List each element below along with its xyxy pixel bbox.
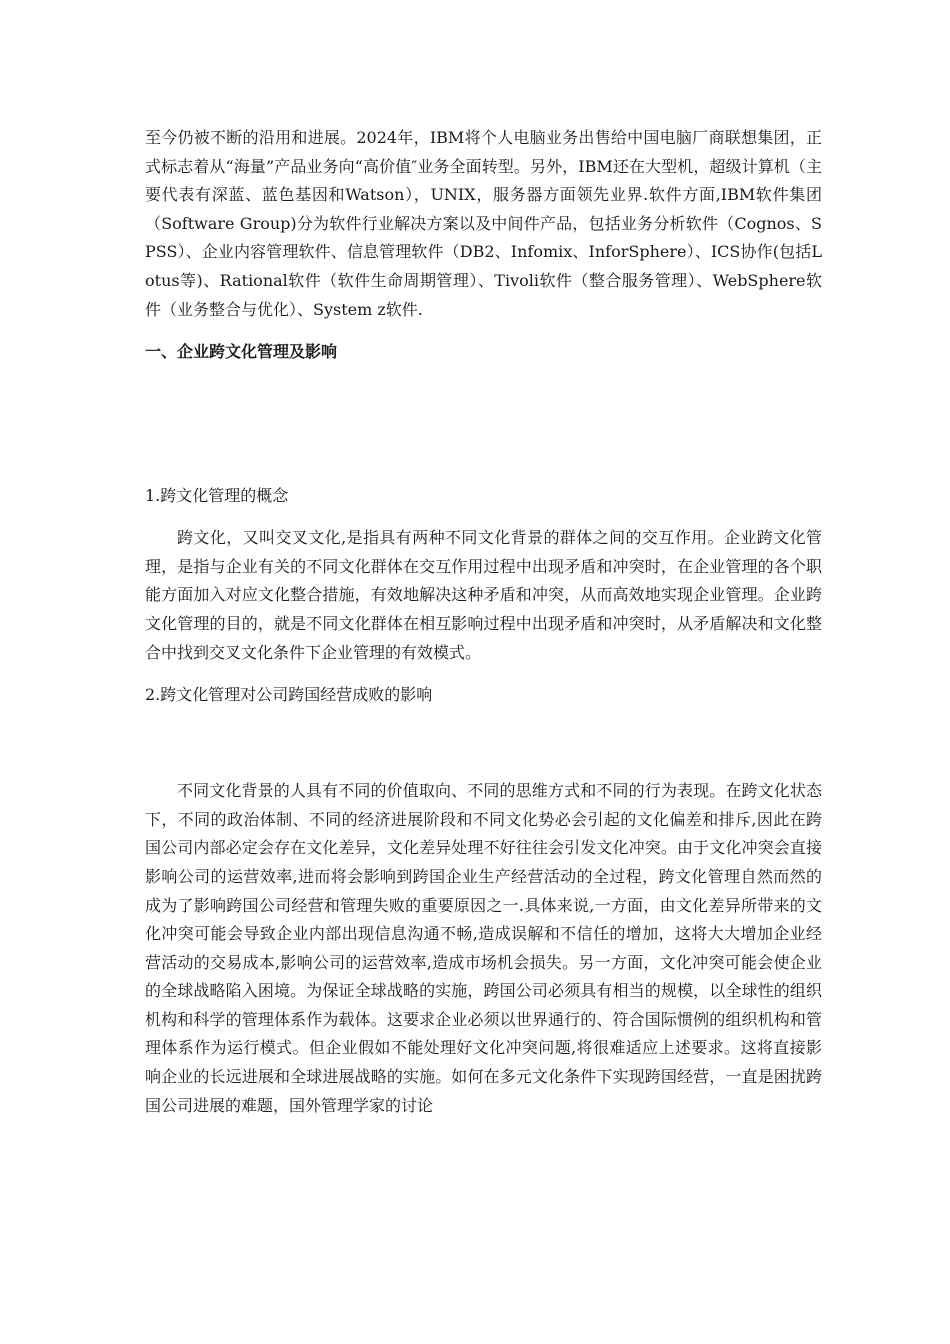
subheading-impact: 2.跨文化管理对公司跨国经营成败的影响 (145, 685, 433, 705)
concept-paragraph: 跨文化，又叫交叉文化,是指具有两种不同文化背景的群体之间的交互作用。企业跨文化管理，是指与企业有关的不同文化群体在交互作用过程中出现矛盾和冲突时，在企业管理的各个职能方面加入对应文化整合措施，有效地解决这种矛盾和冲突，从而高效地实现企业管理。企业跨文化管理的目的，就是不同文化群体在相互影响过程中出现矛盾和冲突时，从矛盾解决和文化整合中找到交叉文化条件下企业管理的有效模式。 (145, 528, 822, 662)
section-heading: 一、企业跨文化管理及影响 (145, 342, 338, 362)
intro-paragraph: 至今仍被不断的沿用和进展。2024年，IBM将个人电脑业务出售给中国电脑厂商联想集团，正式标志着从“海量”产品业务向“高价值″业务全面转型。另外，IBM还在大型机，超级计算机（主要代表有深蓝、蓝色基因和Watson），UNIX，服务器方面领先业界.软件方面,IBM软件集团（Software Group)分为软件行业解决方案以及中间件产品，包括业务分析软件（Cognos、SPSS）、企业内容管理软件、信息管理软件（DB2、Infomix、InforSphere）、ICS协作(包括Lotus等)、Rational软件（软件生命周期管理）、Tivoli软件（整合服务管理）、WebSphere软件（业务整合与优化）、System z软件. (145, 128, 822, 319)
impact-paragraph: 不同文化背景的人具有不同的价值取向、不同的思维方式和不同的行为表现。在跨文化状态下，不同的政治体制、不同的经济进展阶段和不同文化势必会引起的文化偏差和排斥,因此在跨国公司内部必定会存在文化差异，文化差异处理不好往往会引发文化冲突。由于文化冲突会直接影响公司的运营效率,进而将会影响到跨国企业生产经营活动的全过程，跨文化管理自然而然的成为了影响跨国公司经营和管理失败的重要原因之一.具体来说,一方面，由文化差异所带来的文化冲突可能会导致企业内部出现信息沟通不畅,造成误解和不信任的增加，这将大大增加企业经营活动的交易成本,影响公司的运营效率,造成市场机会损失。另一方面，文化冲突可能会使企业的全球战略陷入困境。为保证全球战略的实施，跨国公司必须具有相当的规模，以全球性的组织机构和科学的管理体系作为载体。这要求企业必须以世界通行的、符合国际惯例的组织机构和管理体系作为运行模式。但企业假如不能处理好文化冲突问题,将很难适应上述要求。这将直接影响企业的长远进展和全球进展战略的实施。如何在多元文化条件下实现跨国经营，一直是困扰跨国公司进展的难题，国外管理学家的讨论 (145, 781, 822, 1115)
subheading-concept: 1.跨文化管理的概念 (145, 486, 289, 506)
document-page (145, 124, 822, 1120)
